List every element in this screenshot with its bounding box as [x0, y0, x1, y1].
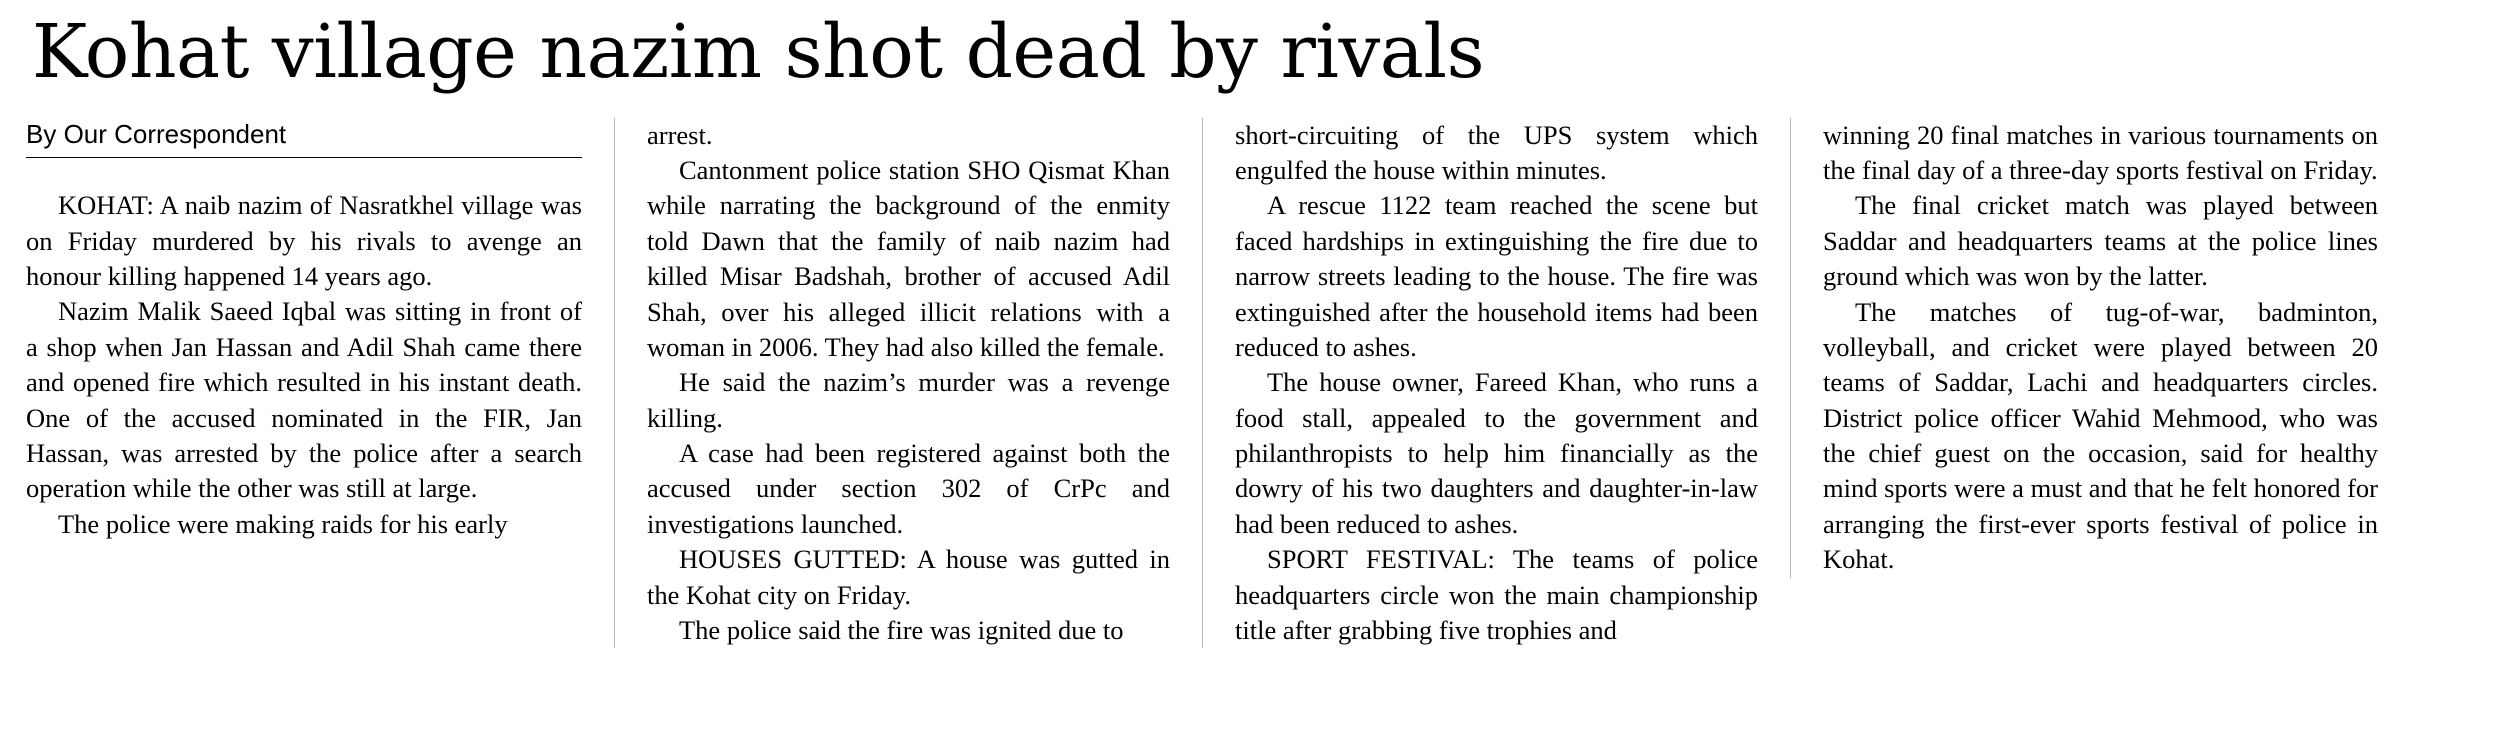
paragraph: arrest. [647, 119, 713, 150]
article-column-2 [614, 118, 1202, 649]
paragraph: A rescue 1122 team reached the scene but faced hardships in extinguishing the fire due to narrow streets leading to the house. The fire was extinguished after the household items had been reduced to ashes. [1235, 190, 1758, 362]
paragraph: The police were making raids for his early [58, 508, 508, 539]
paragraph: Cantonment police station SHO Qismat Khan while narrating the background of the enmity told Dawn that the family of naib nazim had killed Misar Badshah, brother of accused Adil Shah, over his alleged illicit relations with a woman in 2006. They had also killed the female. [647, 155, 1170, 362]
column-3-body [1235, 118, 1758, 649]
article-columns [26, 118, 2471, 649]
paragraph: winning 20 final matches in various tournaments on the final day of a three-day sports festival on Friday. [1823, 119, 2378, 186]
article-column-4 [1790, 118, 2378, 578]
paragraph: The house owner, Fareed Khan, who runs a food stall, appealed to the government and philanthropists to help him financially as the dowry of his two daughters and daughter-in-law had been reduced to ashes. [1235, 367, 1758, 539]
paragraph: The final cricket match was played between Saddar and headquarters teams at the police lines ground which was won by the latter. [1823, 190, 2378, 292]
paragraph: He said the nazim’s murder was a revenge killing. [647, 367, 1170, 433]
paragraph: short-circuiting of the UPS system which engulfed the house within minutes. [1235, 119, 1758, 186]
column-2-body [647, 118, 1170, 649]
article-column-3 [1202, 118, 1790, 649]
paragraph: The matches of tug-of-war, badminton, volleyball, and cricket were played between 20 teams of Saddar, Lachi and headquarters circles. District police officer Wahid Mehmood, who was the chief guest on the occasion, said for healthy mind sports were a must and that he felt honored for arranging the first-ever sports festival of police in Kohat. [1823, 296, 2378, 575]
paragraph: SPORT FESTIVAL: The teams of police headquarters circle won the main championship title after grabbing five trophies and [1235, 544, 1758, 645]
article-column-1 [26, 118, 614, 542]
paragraph: HOUSES GUTTED: A house was gutted in the Kohat city on Friday. [647, 544, 1170, 610]
column-1-body [26, 188, 582, 542]
page-title: Kohat village nazim shot dead by rivals [32, 9, 1485, 95]
paragraph: A case had been registered against both the accused under section 302 of CrPc and investigations launched. [647, 438, 1170, 539]
paragraph: Nazim Malik Saeed Iqbal was sitting in front of a shop when Jan Hassan and Adil Shah came there and opened fire which resulted in his instant death. One of the accused nominated in the FIR, Jan Hassan, was arrested by the police after a search operation while the other was still at large. [26, 296, 582, 504]
paragraph: KOHAT: A naib nazim of Nasratkhel village was on Friday murdered by his rivals to avenge an honour killing happened 14 years ago. [26, 190, 582, 292]
paragraph: The police said the fire was ignited due to [679, 614, 1124, 645]
column-4-body [1823, 118, 2378, 578]
byline: By Our Correspondent [26, 120, 582, 159]
